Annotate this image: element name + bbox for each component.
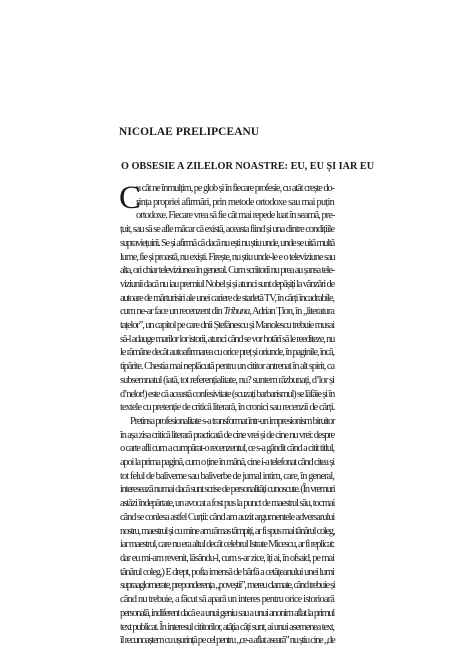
- text-line: când se conlesa astfel Curții: când am auzit argumentele adversarului: [120, 511, 335, 523]
- text-line: astăzi îndepărtate, un avocat a fost pus la punct de maestrul său, tocmai: [120, 498, 335, 510]
- text-line: cum ne-ar face un recenzent din Tribuna, Adrian Țion, în „literatura: [120, 306, 334, 318]
- text-line: îl recunoaștem cu ușurință pe cel pentru „ce-a aflat aseară” nu știu cine „de: [120, 635, 335, 647]
- text-line: apoi la prima pagină, cum o ține în mână, cine i-a telefonat când citea și: [120, 457, 334, 469]
- text-line: dar eu mi-am revenit, lăsându-l, cum s-ar zice, îți ai, în ofsaid, pe mai: [120, 552, 334, 564]
- article-body: [120, 182, 334, 648]
- paragraph-1: [120, 182, 334, 415]
- text-line: Pretinsa profesionalitate s-a transformat într-un impresionism biruitor: [130, 415, 335, 427]
- text-line: iar maestrul, care nu era altul decât celebrul Istrate Micescu, ar fi replicat:: [120, 539, 334, 551]
- text-line: tânărul coleg.) E drept, pofta imensă de bârfă a cetățeanului unei lumi: [120, 566, 334, 578]
- text-line: tipărite. Chestia mai neplăcută pentru un cititor antrenat în alt spirit, ca: [120, 361, 334, 373]
- text-line: le rămâne decât autoafirmarea cu orice preț și oriunde, în paginile, încă,: [120, 347, 334, 359]
- text-line: rința propriei afirmări, prin metode ortodoxe sau mai puțin: [136, 196, 334, 208]
- text-line: alta, ori chiar televiziunea în general. Cum scriitorii nu prea au șansa tele-: [120, 265, 334, 277]
- text-line: țuit, sau să se afle măcar că există, aceasta fiind și una dintre condițiile: [120, 224, 335, 236]
- journal-name: Tribuna: [223, 306, 250, 318]
- text-line: tațelor”, un capitol pe care dnii Ștefănescu și Manolescu trebuie musai: [120, 320, 334, 332]
- text-line: o carte afli cum a cumpărat-o recenzentul, ce s-a gândit când a citit titlul,: [120, 443, 334, 455]
- text-line: u cât ne înmulțim, pe glob și în fiecare profesie, cu atât crește do-: [136, 183, 334, 194]
- text-line: supraviețuirii. Se și afirmă că dacă nu ești nu știu unde, unde se uită multă: [120, 237, 334, 249]
- author-name: NICOLAE PRELIPCEANU: [119, 126, 260, 138]
- text-line: viziunii dacă nu iau premiul Nobel și și atunci sunt depășiți la vânzări de: [120, 278, 334, 290]
- article-title: O OBSESIE A ZILELOR NOASTRE: EU, EU ȘI IAR EU: [121, 161, 375, 172]
- text-line: ortodoxe. Fiecare vrea să fie cât mai repede luat în seamă, pre-: [136, 210, 335, 222]
- text-line: interesează numai dacă sunt scrise de personalități cunoscute. (În vremuri: [120, 484, 335, 496]
- text-line: când nu trebuie, a făcut să apară un interes pentru orice istorioară: [120, 594, 334, 606]
- text-line: lume, fie și proastă, nu exiști. Firește, nu știu unde-le e o televiziune sau: [120, 251, 335, 263]
- text-line: în așa zisa critică literară practicată de cine vrei și de cine nu vrei: despre: [120, 429, 335, 441]
- text-line: textele cu pretenție de critică literară, în cronici sau recenzii de cărți.: [120, 402, 335, 414]
- text-line: autoare de mărturisiri ale unei cariere de starletă TV, în cărți încadrabile,: [120, 292, 334, 304]
- text-line: tot felul de baliverne sau baliverbe de jurnal intim, care, în general,: [120, 470, 335, 482]
- text-line: să-l adauge marilor lor istorii, atunci când se vor hotărî să le reediteze, nu: [120, 333, 335, 345]
- text-line: text publicat. În interesul cititorilor, atâția câți sunt, ai unui asemenea text,: [120, 621, 334, 633]
- paragraph-2: [120, 415, 334, 648]
- text-line: nostru, maestrul și cu mine am rămas tâmpiți, ar fi spus mai tânărul coleg,: [120, 525, 335, 537]
- drop-cap: C: [119, 180, 142, 216]
- text-line: d’nelor!) este că această confesivitate (scuzați barbarismul) se lăfăie și în: [120, 388, 335, 400]
- text-line: subsemnatul (iată, tot referențialitate, nu? suntem răzbunați, d’lor și: [120, 374, 335, 386]
- text-line: personală, indiferent dacă e a unui geniu sau a unui anonim aflat la primul: [120, 607, 334, 619]
- text-line: supraaglomerate, preponderența „poveștii”, mereu clamate, când trebuie și: [120, 580, 335, 592]
